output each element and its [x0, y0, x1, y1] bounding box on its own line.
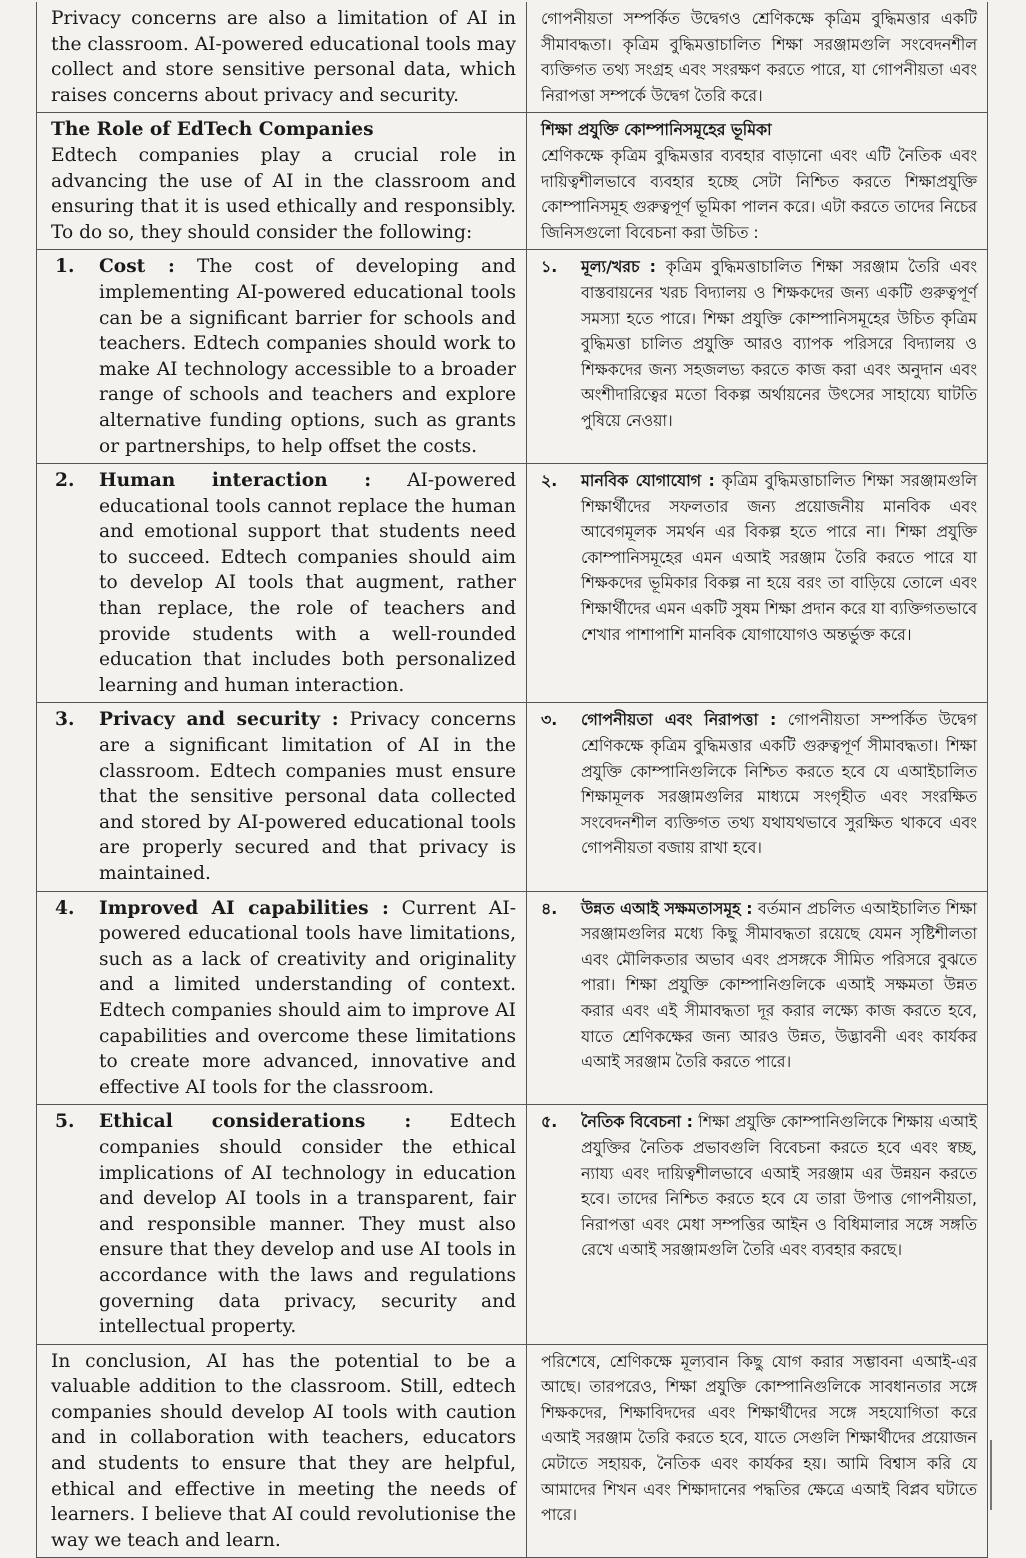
- table-row: [37, 1105, 987, 1344]
- bangla-list-item: [527, 892, 987, 1105]
- item-number: 2.: [55, 470, 75, 492]
- table-row: [37, 2, 987, 113]
- section-heading: শিক্ষা প্রযুক্তি কোম্পানিসমূহের ভূমিকা: [541, 120, 772, 140]
- item-number: ২.: [541, 471, 558, 491]
- item-title: মানবিক যোগাযোগ :: [581, 471, 715, 491]
- item-number: ৫.: [541, 1112, 558, 1132]
- page-edge-line: [990, 1440, 992, 1510]
- item-number: ৪.: [541, 898, 558, 918]
- bangla-list-item: [527, 703, 987, 890]
- item-number: 4.: [55, 897, 75, 919]
- english-list-item: [37, 703, 527, 890]
- table-row: [37, 113, 987, 250]
- item-title: Ethical considerations :: [99, 1111, 412, 1133]
- item-text: গোপনীয়তা সম্পর্কিত উদ্বেগ শ্রেণিকক্ষে কৃত্রিম বুদ্ধিমত্তার একটি গুরুত্বপূর্ণ সীমাবদ্ধতা। শিক্ষা প্রযুক্তি কোম্পানিগুলিকে নিশ্চিত করতে হবে যে এআইচালিত শিক্ষামূলক সরঞ্জামগুলির মাধ্যমে সংগৃহীত এবং সংরক্ষিত সংবেদনশীল ব্যক্তিগত তথ্য যথাযথভাবে সুরক্ষিত থাকবে এবং গোপনীয়তা বজায় রাখা হবে।: [581, 710, 977, 858]
- item-title: নৈতিক বিবেচনা :: [581, 1112, 693, 1132]
- bangla-paragraph: গোপনীয়তা সম্পর্কিত উদ্বেগও শ্রেণিকক্ষে কৃত্রিম বুদ্ধিমত্তার একটি সীমাবদ্ধতা। কৃত্রিম বুদ্ধিমত্তাচালিত শিক্ষা সরঞ্জামগুলি সংবেদনশীল ব্যক্তিগত তথ্য সংগ্রহ এবং সংরক্ষণ করতে পারে, যা গোপনীয়তা এবং নিরাপত্তা সম্পর্কে উদ্বেগ তৈরি করে।: [541, 9, 977, 105]
- table-row: [37, 250, 987, 464]
- item-text: বর্তমান প্রচলিত এআইচালিত শিক্ষা সরঞ্জামগুলির মধ্যে কিছু সীমাবদ্ধতা রয়েছে যেমন সৃষ্টিশীলতা এবং মৌলিকতার অভাব এবং প্রসঙ্গকে সীমিত পরিসরে বুঝতে পারা। শিক্ষা প্রযুক্তি কোম্পানিগুলিকে এআই সক্ষমতা উন্নত করার এবং এই সীমাবদ্ধতা দূর করার লক্ষ্যে কাজ করতে হবে, যাতে শ্রেণিকক্ষের জন্য আরও উন্নত, উদ্ভাবনী এবং কার্যকর এআই সরঞ্জাম তৈরি করতে পারে।: [581, 898, 977, 1072]
- bilingual-table: [36, 2, 988, 1558]
- item-text: The cost of developing and implementing AI-powered educational tools can be a significant barrier for schools and teachers. Edtech companies should work to make AI technology accessible to a broader range of schools and teachers and explore alternative funding options, such as grants or partnerships, to help offset the costs.: [99, 256, 516, 457]
- table-row: [37, 703, 987, 891]
- item-title: গোপনীয়তা এবং নিরাপত্তা :: [581, 710, 777, 730]
- english-list-item: [37, 1105, 527, 1343]
- item-number: ৩.: [541, 710, 558, 730]
- table-row: [37, 1345, 987, 1558]
- item-number: ১.: [541, 257, 558, 277]
- item-text: কৃত্রিম বুদ্ধিমত্তাচালিত শিক্ষা সরঞ্জামগুলি শিক্ষার্থীদের সফলতার জন্য প্রয়োজনীয় মানবিক এবং আবেগমূলক সমর্থন এর বিকল্প হতে পারে না। শিক্ষা প্রযুক্তি কোম্পানিসমূহের এমন এআই সরঞ্জাম তৈরি করতে পারে যা শিক্ষকদের ভূমিকার বিকল্প না হয়ে বরং তা বাড়িয়ে তোলে এবং শিক্ষার্থীদের এমন একটি সুষম শিক্ষা প্রদান করে যা ব্যক্তিগতভাবে শেখার পাশাপাশি মানবিক যোগাযোগও অন্তর্ভুক্ত করে।: [581, 471, 977, 644]
- table-row: [37, 464, 987, 703]
- item-title: মূল্য/খরচ :: [581, 257, 656, 277]
- table-row: [37, 892, 987, 1106]
- document-page: [36, 2, 986, 1558]
- item-title: Privacy and security :: [99, 709, 339, 731]
- english-paragraph: Privacy concerns are also a limitation of AI in the classroom. AI-powered educational tools may collect and store sensitive personal data, which raises concerns about privacy and security.: [37, 2, 527, 112]
- item-text: শিক্ষা প্রযুক্তি কোম্পানিগুলিকে শিক্ষায় এআই প্রযুক্তির নৈতিক প্রভাবগুলি বিবেচনা করতে হবে এবং স্বচ্ছ, ন্যায্য এবং দায়িত্বশীলভাবে এআই সরঞ্জাম এর উন্নয়ন করতে হবে। তাদের নিশ্চিত করতে হবে যে তারা উপাত্ত গোপনীয়তা, নিরাপত্তা এবং মেধা সম্পত্তির আইন ও বিধিমালার সঙ্গে সঙ্গতি রেখে এআই সরঞ্জামগুলি তৈরি এবং ব্যবহার করছে।: [581, 1112, 978, 1260]
- item-title: Improved AI capabilities :: [99, 897, 389, 919]
- english-paragraph: Edtech companies play a crucial role in advancing the use of AI in the classroom and ensuring that it is used ethically and responsibly. To do so, they should consider the following:: [51, 144, 516, 243]
- english-list-item: [37, 892, 527, 1105]
- item-text: AI-powered educational tools cannot replace the human and emotional support that students need to succeed. Edtech companies should aim to develop AI tools that augment, rather than replace, the role of teachers and provide students with a well-rounded education that includes both personalized learning and human interaction.: [99, 470, 516, 696]
- item-text: কৃত্রিম বুদ্ধিমত্তাচালিত শিক্ষা সরঞ্জাম তৈরি এবং বাস্তবায়নের খরচ বিদ্যালয় ও শিক্ষকদের জন্য একটি গুরুত্বপূর্ণ সমস্যা হতে পারে। শিক্ষা প্রযুক্তি কোম্পানিসমূহের উচিত কৃত্রিম বুদ্ধিমত্তা চালিত প্রযুক্তি আরও ব্যাপক পরিসরে বিদ্যালয় ও শিক্ষকদের জন্য সহজলভ্য করতে কাজ করা এবং অনুদান এবং অংশীদারিত্বের মতো বিকল্প অর্থায়নের উৎসের সাহায্যে ঘাটতি পুষিয়ে নেওয়া।: [581, 257, 977, 430]
- english-conclusion: In conclusion, AI has the potential to be a valuable addition to the classroom. Still, edtech companies should develop AI tools with caution and in collaboration with teachers, educators and students to ensure that they are helpful, ethical and effective in meeting the needs of learners. I believe that AI could revolutionise the way we teach and learn.: [37, 1345, 527, 1558]
- bangla-conclusion: পরিশেষে, শ্রেণিকক্ষে মূল্যবান কিছু যোগ করার সম্ভাবনা এআই-এর আছে। তারপরেও, শিক্ষা প্রযুক্তি কোম্পানিগুলিকে সাবধানতার সঙ্গে শিক্ষকদের, শিক্ষাবিদদের এবং শিক্ষার্থীদের সঙ্গে সহযোগিতা করে এআই সরঞ্জাম তৈরি করতে হবে, যাতে সেগুলি শিক্ষার্থীদের প্রয়োজন মেটাতে সহায়ক, নৈতিক এবং কার্যকর হয়। আমি বিশ্বাস করি যে আমাদের শিখন এবং শিক্ষাদানের পদ্ধতির ক্ষেত্রে এআই বিপ্লব ঘটাতে পারে।: [541, 1351, 977, 1525]
- english-list-item: [37, 464, 527, 702]
- bangla-paragraph: শ্রেণিকক্ষে কৃত্রিম বুদ্ধিমত্তার ব্যবহার বাড়ানো এবং এটি নৈতিক এবং দায়িত্বশীলভাবে ব্যবহার হচ্ছে সেটা নিশ্চিত করতে শিক্ষাপ্রযুক্তি কোম্পানিসমূহ গুরুত্বপূর্ণ ভূমিকা পালন করে। এটা করতে তাদের নিচের জিনিসগুলো বিবেচনা করা উচিত :: [541, 145, 977, 242]
- english-list-item: [37, 250, 527, 463]
- item-text: Edtech companies should consider the ethical implications of AI technology in education and develop AI tools in a transparent, fair and responsible manner. They must also ensure that they develop and use AI tools in accordance with the laws and regulations governing data privacy, security and intellectual property.: [99, 1111, 516, 1338]
- item-title: Human interaction :: [99, 470, 372, 492]
- item-text: Privacy concerns are a significant limitation of AI in the classroom. Edtech companies must ensure that the sensitive personal data collected and stored by AI-powered educational tools are properly secured and that privacy is maintained.: [99, 709, 516, 884]
- english-section: [37, 113, 527, 249]
- item-number: 5.: [55, 1111, 75, 1133]
- item-title: উন্নত এআই সক্ষমতাসমূহ :: [581, 898, 753, 918]
- bangla-section: [527, 113, 987, 249]
- bangla-list-item: [527, 464, 987, 702]
- item-title: Cost :: [99, 256, 175, 278]
- item-text: Current AI-powered educational tools have limitations, such as a lack of creativity and originality and a limited understanding of context. Edtech companies should aim to improve AI capabilities and overcome these limitations to create more advanced, innovative and effective AI tools for the classroom.: [99, 897, 516, 1098]
- section-heading: The Role of EdTech Companies: [51, 119, 374, 141]
- bangla-list-item: [527, 250, 987, 463]
- item-number: 3.: [55, 709, 75, 731]
- bangla-list-item: [527, 1105, 987, 1343]
- item-number: 1.: [55, 256, 75, 278]
